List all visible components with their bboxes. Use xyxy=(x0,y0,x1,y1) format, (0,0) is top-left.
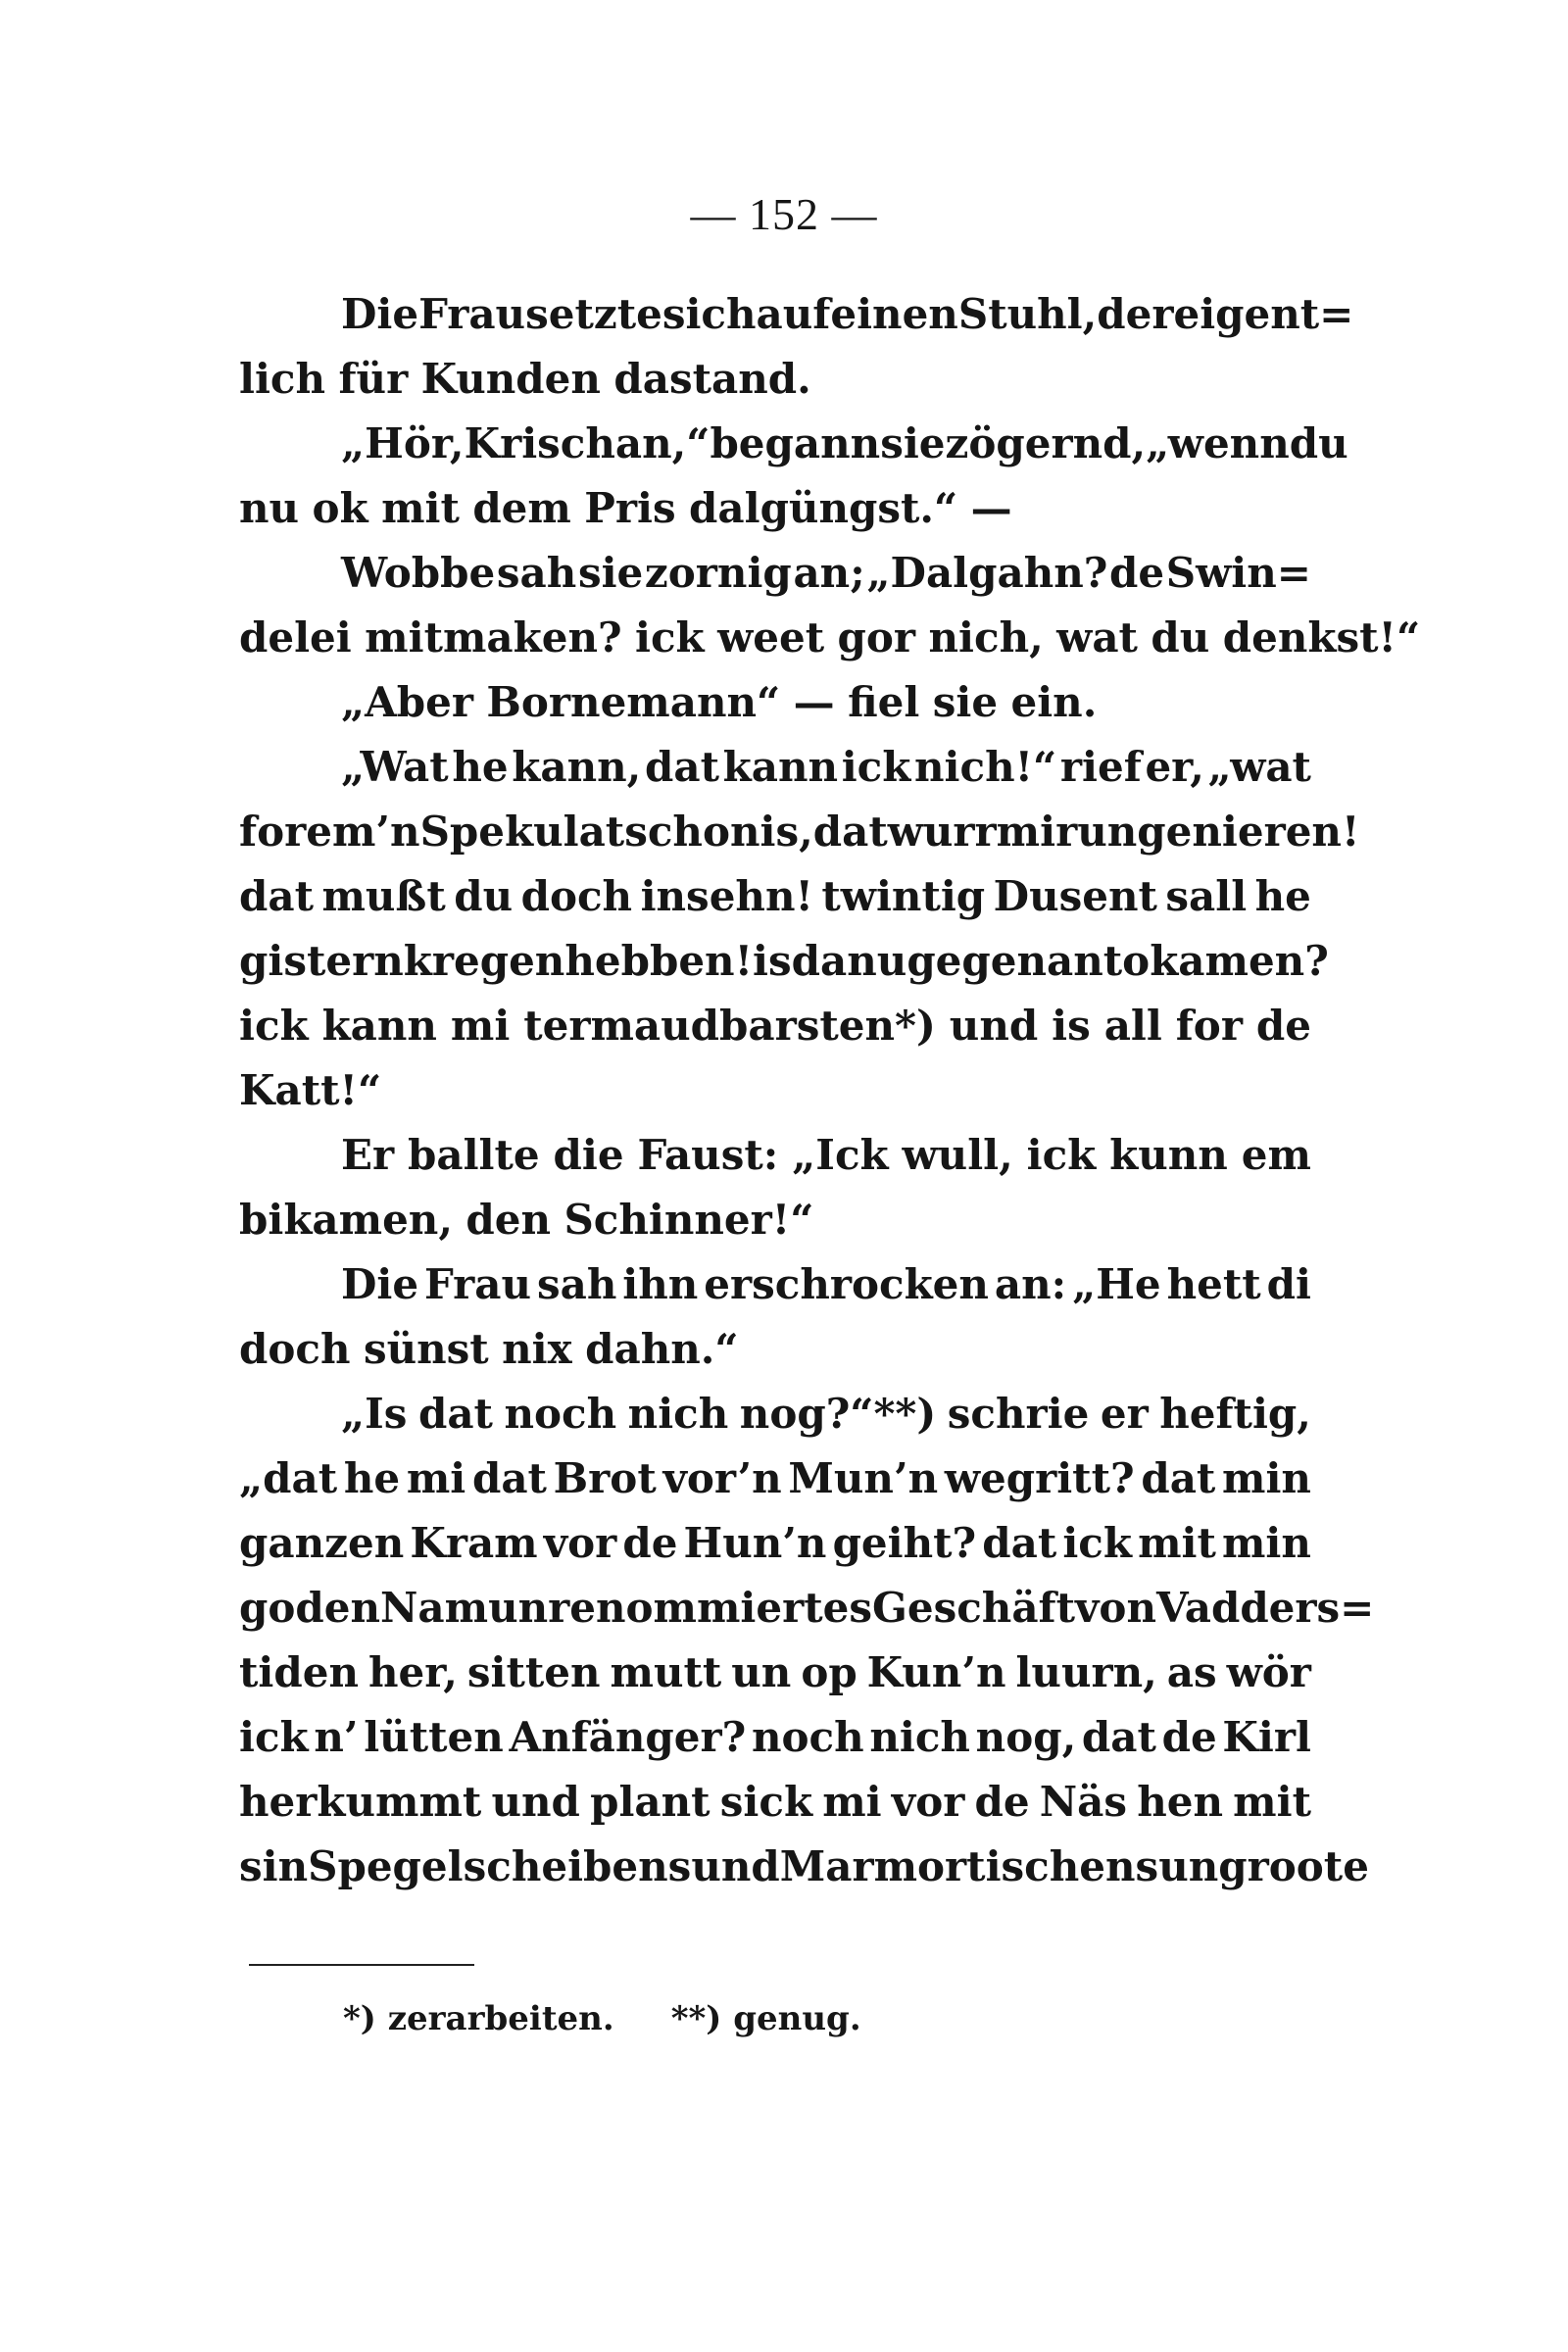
text-line: „dat he mi dat Brot vor’n Mun’n wegritt? dat min xyxy=(239,1454,1311,1502)
footnote-1: *) zerarbeiten. xyxy=(343,1999,614,2038)
text-line: Er ballte die Faust: „Ick wull, ick kunn em xyxy=(341,1131,1311,1179)
footnotes xyxy=(343,1999,861,2038)
text-line: herkummt und plant sick mi vor de Näs hen mit xyxy=(239,1778,1311,1826)
text-line: „Wat he kann, dat kann ick nich!“ rief er, „wat xyxy=(341,743,1311,791)
body-text xyxy=(239,282,1421,1899)
text-line: Wobbe sah sie zornig an; „Dalgahn? de Swin= xyxy=(341,549,1311,597)
text-line: sin Spegelscheibens und Marmortischens un groote xyxy=(239,1842,1369,1890)
text-line: Die Frau setzte sich auf einen Stuhl, der eigent= xyxy=(341,290,1354,338)
text-line: for em ’n Spekulatschon is, dat wurr mi rungenieren! xyxy=(239,808,1360,856)
text-line: ick kann mi termaudbarsten*) und is all for de xyxy=(239,1002,1311,1050)
text-line: dat mußt du doch insehn! twintig Dusent sall he xyxy=(239,872,1311,920)
text-line: „Hör, Krischan,“ begann sie zögernd, „wenn du xyxy=(341,419,1348,467)
text-line: Katt!“ xyxy=(239,1066,382,1114)
footnote-2: **) genug. xyxy=(670,1999,861,2038)
text-line: bikamen, den Schinner!“ xyxy=(239,1196,814,1244)
text-line: Die Frau sah ihn erschrocken an: „He hett di xyxy=(341,1260,1311,1308)
text-line: delei mitmaken? ick weet gor nich, wat du denkst!“ xyxy=(239,613,1421,662)
text-line: goden Nam un renommiertes Geschäft von Vadders= xyxy=(239,1584,1375,1632)
text-line: „Is dat noch nich nog?“**) schrie er heftig, xyxy=(341,1390,1311,1438)
text-line: ganzen Kram vor de Hun’n geiht? dat ick mit min xyxy=(239,1519,1311,1567)
text-line: nu ok mit dem Pris dalgüngst.“ — xyxy=(239,484,1012,532)
text-line: „Aber Bornemann“ — fiel sie ein. xyxy=(341,678,1098,726)
text-line: lich für Kunden dastand. xyxy=(239,355,811,403)
footnote-separator xyxy=(249,1964,474,1966)
text-line: tiden her, sitten mutt un op Kun’n luurn, as wör xyxy=(239,1648,1311,1696)
text-line: ick n’ lütten Anfänger? noch nich nog, dat de Kirl xyxy=(239,1713,1311,1761)
text-line: gistern kregen hebben! is da nu gegen an to kamen? xyxy=(239,937,1329,985)
page-number: — 152 — xyxy=(690,189,878,239)
text-line: doch sünst nix dahn.“ xyxy=(239,1325,739,1373)
